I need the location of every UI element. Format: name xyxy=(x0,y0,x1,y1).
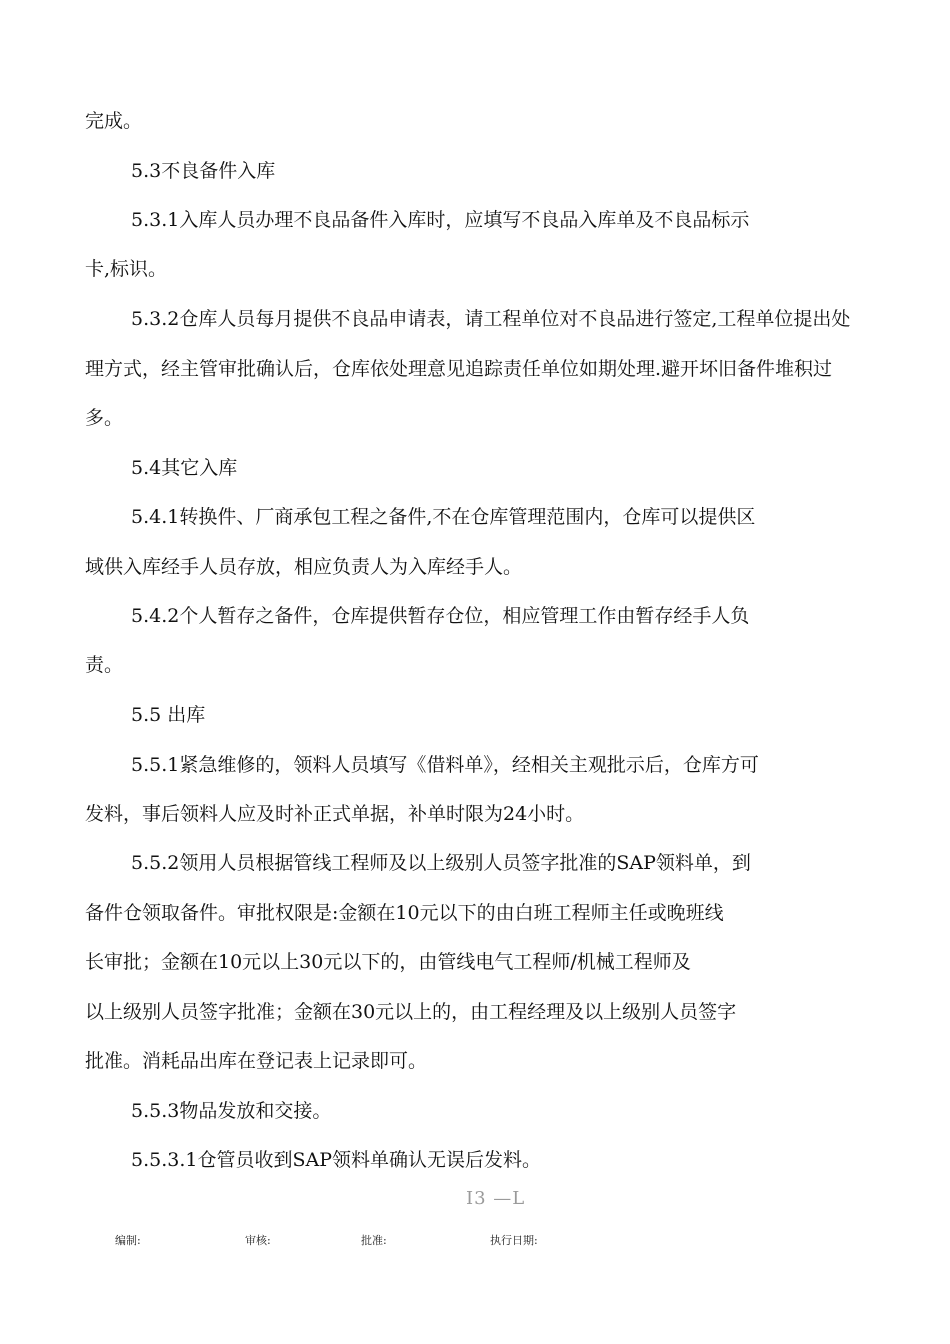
section-heading-5-4: 5.4其它入库 xyxy=(131,457,238,479)
paragraph-5-4-2-line-1: 5.4.2个人暂存之备件，仓库提供暂存仓位，相应管理工作由暂存经手人负 xyxy=(131,605,750,627)
section-heading-5-5-3: 5.5.3物品发放和交接。 xyxy=(131,1100,332,1122)
paragraph-5-3-2-line-2: 理方式，经主管审批确认后，仓库依处理意见追踪责任单位如期处理.避开坏旧备件堆积过 xyxy=(85,358,833,380)
paragraph-5-5-1-line-1: 5.5.1紧急维修的，领料人员填写《借料单》，经相关主观批示后，仓库方可 xyxy=(131,754,759,776)
paragraph-5-3-1-line-1: 5.3.1入库人员办理不良品备件入库时，应填写不良品入库单及不良品标示 xyxy=(131,209,750,231)
paragraph-5-5-2-line-2: 备件仓领取备件。审批权限是:金额在10元以下的由白班工程师主任或晚班线 xyxy=(85,902,724,924)
paragraph-5-5-2-line-3: 长审批；金额在10元以上30元以下的，由管线电气工程师/机械工程师及 xyxy=(85,951,691,973)
paragraph-5-5-2-line-1: 5.5.2领用人员根据管线工程师及以上级别人员签字批准的SAP领料单，到 xyxy=(131,852,751,874)
paragraph-5-4-1-line-2: 域供入库经手人员存放，相应负责人为入库经手人。 xyxy=(85,556,523,578)
footer-reviewed-label: 审核: xyxy=(245,1234,271,1247)
footer-effective-date-label: 执行日期: xyxy=(490,1234,538,1247)
paragraph-5-3-1-line-2: 卡,标识。 xyxy=(85,258,168,280)
paragraph-5-5-2-line-5: 批准。消耗品出库在登记表上记录即可。 xyxy=(85,1050,428,1072)
paragraph-5-5-3-1: 5.5.3.1仓管员收到SAP领料单确认无误后发料。 xyxy=(131,1149,541,1171)
footer-approved-label: 批准: xyxy=(361,1234,387,1247)
paragraph-5-4-1-line-1: 5.4.1转换件、厂商承包工程之备件,不在仓库管理范围内，仓库可以提供区 xyxy=(131,506,756,528)
page-number: I3 —L xyxy=(466,1188,526,1209)
section-heading-5-5: 5.5 出库 xyxy=(131,704,206,726)
paragraph-5-4-2-line-2: 责。 xyxy=(85,654,124,676)
paragraph-5-3-2-line-3: 多。 xyxy=(85,407,124,429)
footer-prepared-label: 编制: xyxy=(115,1234,141,1247)
paragraph-5-3-2-line-1: 5.3.2仓库人员每月提供不良品申请表，请工程单位对不良品进行签定,工程单位提出处 xyxy=(131,308,851,330)
paragraph-5-5-1-line-2: 发料，事后领料人应及时补正式单据，补单时限为24小时。 xyxy=(85,803,585,825)
section-heading-5-3: 5.3不良备件入库 xyxy=(131,160,276,182)
paragraph-5-5-2-line-4: 以上级别人员签字批准；金额在30元以上的，由工程经理及以上级别人员签字 xyxy=(85,1001,737,1023)
text-line-continuation: 完成。 xyxy=(85,110,143,132)
